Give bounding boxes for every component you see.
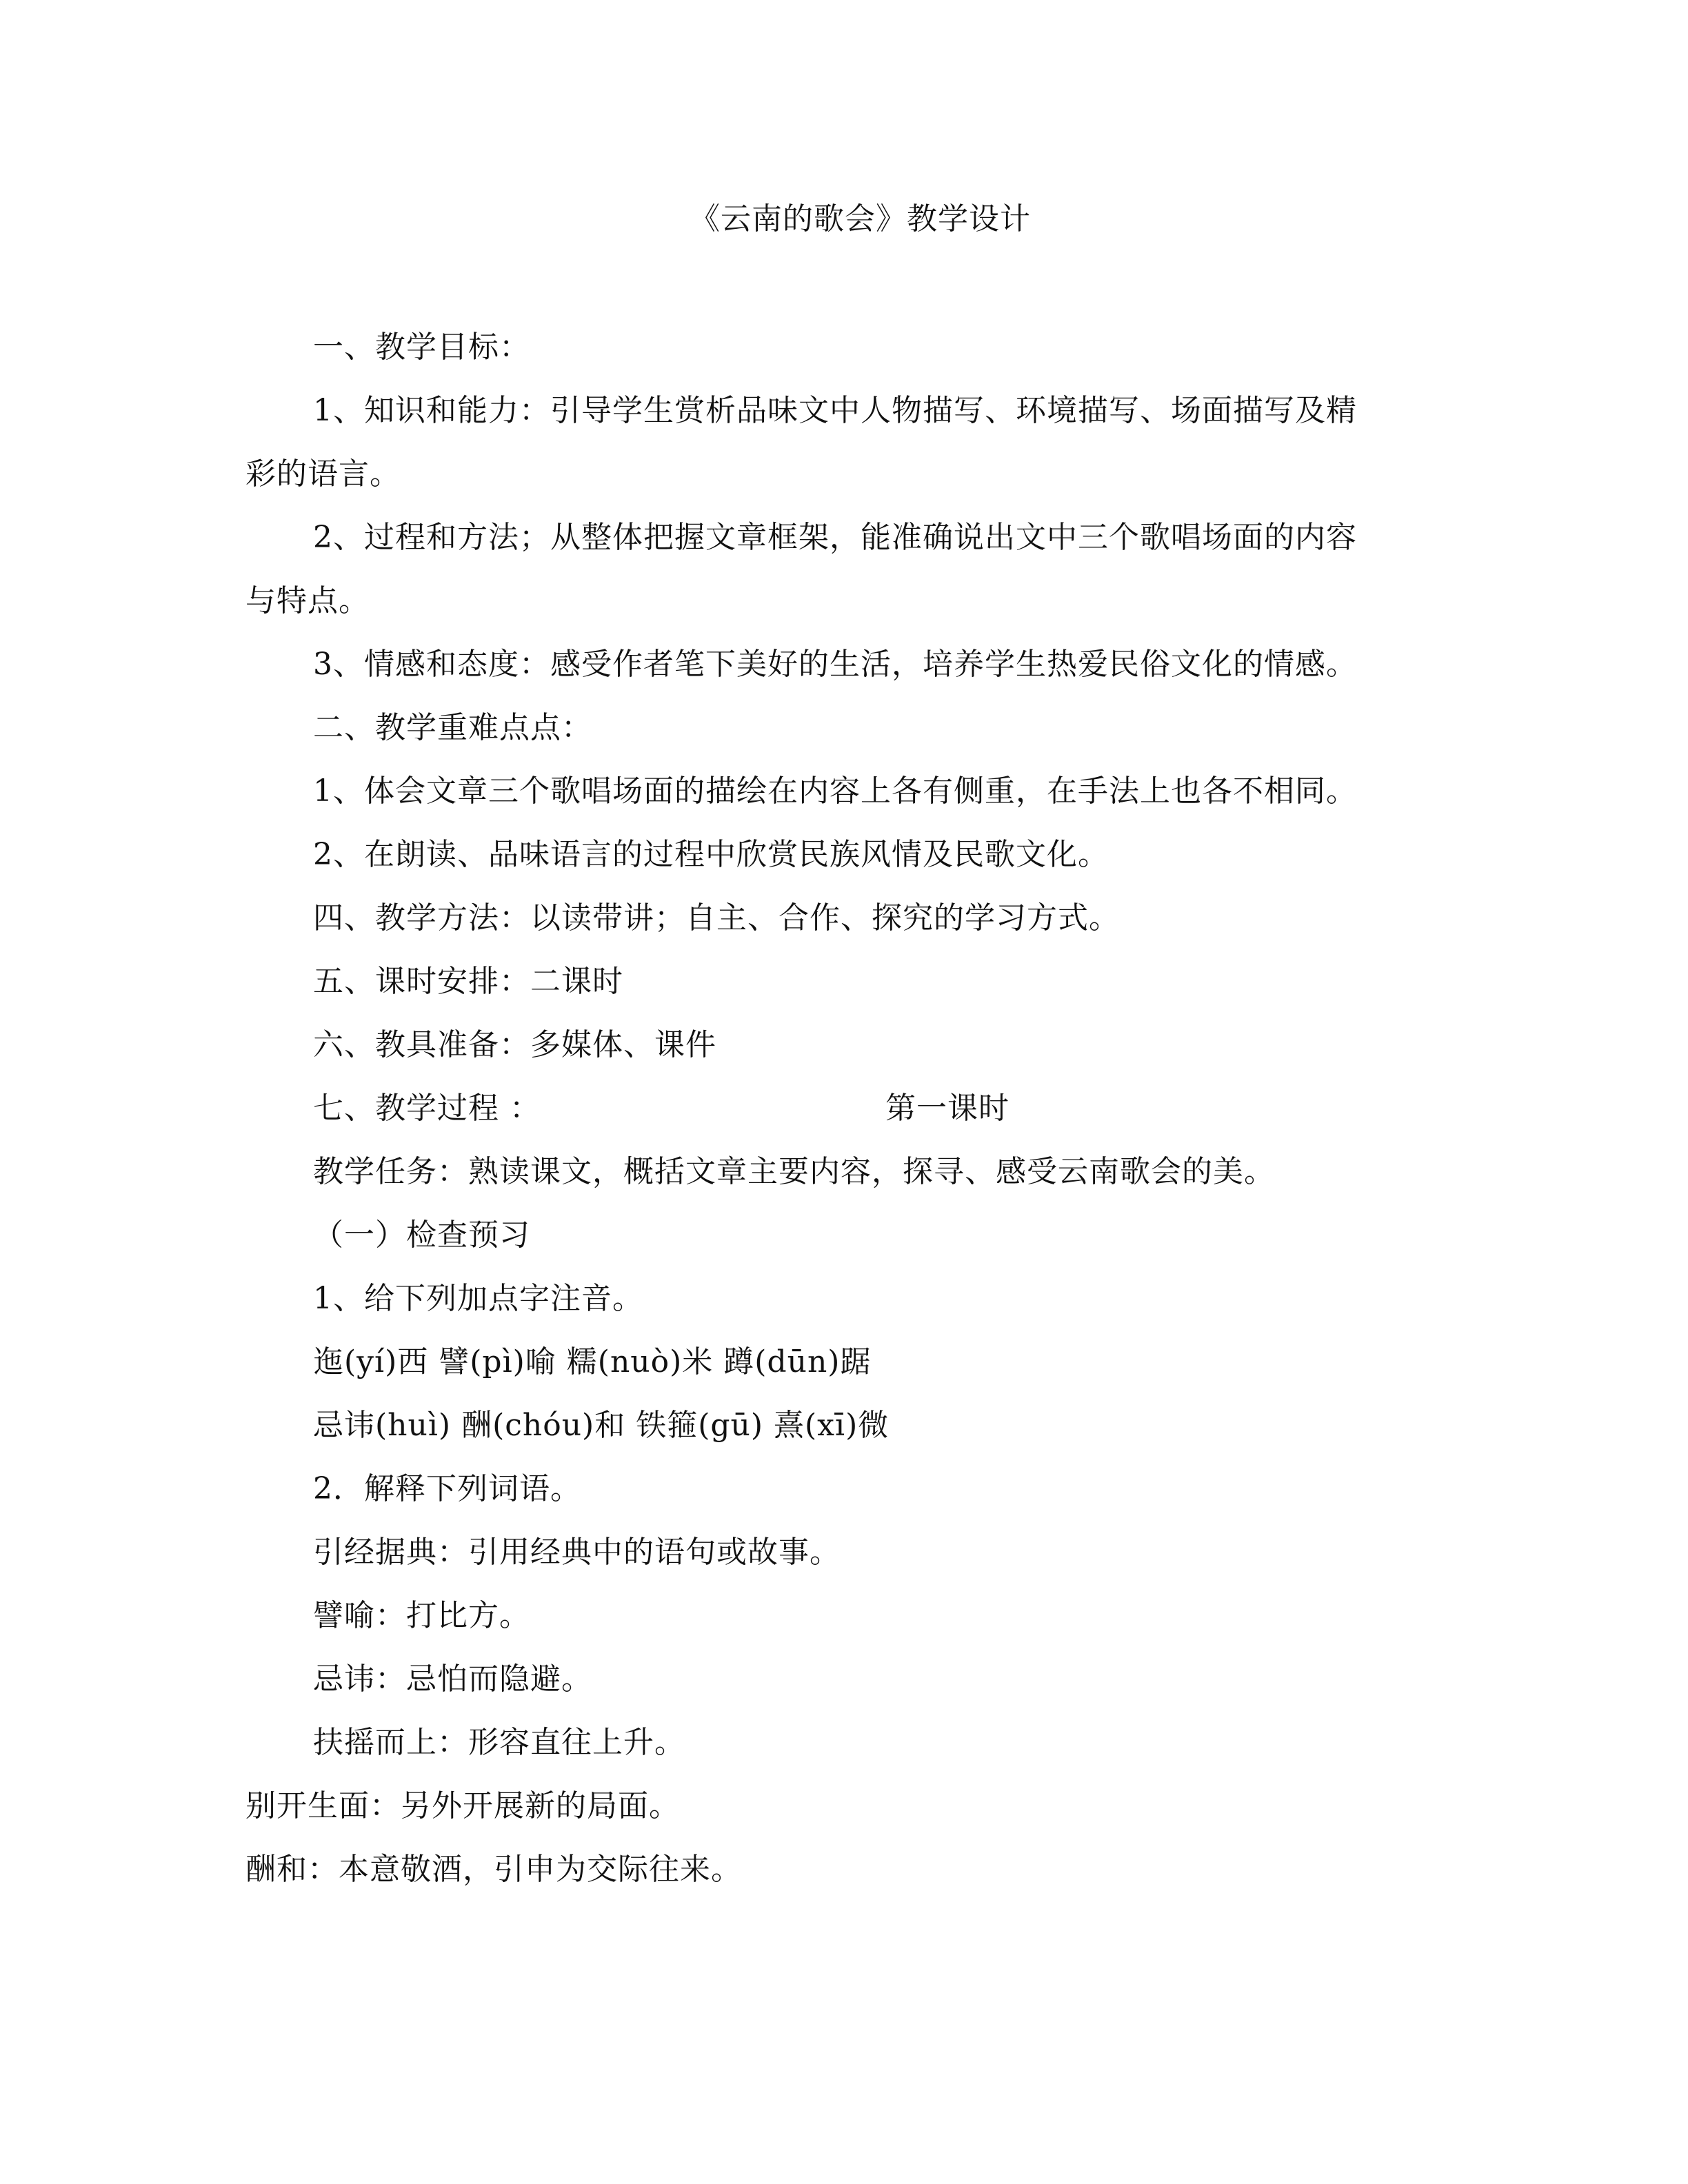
pinyin-line-2: 忌讳(huì) 酬(chóu)和 铁箍(gū) 熹(xī)微: [313, 1408, 890, 1443]
vocab-item-6: 酬和：本意敬酒，引申为交际往来。: [245, 1852, 742, 1887]
document-title: 《云南的歌会》教学设计: [690, 201, 1031, 236]
objective-2-line-a: 2、过程和方法；从整体把握文章框架，能准确说出文中三个歌唱场面的内容: [313, 520, 1357, 555]
objective-3: 3、情感和态度：感受作者笔下美好的生活，培养学生热爱民俗文化的情感。: [313, 647, 1357, 682]
class-schedule: 五、课时安排：二课时: [313, 964, 623, 999]
process-heading: 七、教学过程 ：: [313, 1091, 541, 1126]
objective-2-line-b: 与特点。: [245, 583, 370, 618]
teaching-task: 教学任务：熟读课文，概括文章主要内容，探寻、感受云南歌会的美。: [313, 1154, 1275, 1189]
lesson-label: 第一课时: [885, 1091, 1009, 1126]
vocab-item-3: 忌讳：忌怕而隐避。: [313, 1661, 592, 1697]
vocab-heading: 2．解释下列词语。: [313, 1471, 581, 1506]
vocab-item-4: 扶摇而上：形容直往上升。: [313, 1725, 685, 1760]
objectives-heading: 一、教学目标：: [313, 330, 530, 365]
teaching-methods: 四、教学方法：以读带讲；自主、合作、探究的学习方式。: [313, 900, 1120, 936]
preview-heading: （一）检查预习: [313, 1217, 530, 1253]
keypoint-2: 2、在朗读、品味语言的过程中欣赏民族风情及民歌文化。: [313, 837, 1109, 872]
keypoints-heading: 二、教学重难点点：: [313, 710, 592, 745]
pinyin-heading: 1、给下列加点字注音。: [313, 1281, 643, 1316]
vocab-item-2: 譬喻：打比方。: [313, 1598, 530, 1633]
keypoint-1: 1、体会文章三个歌唱场面的描绘在内容上各有侧重，在手法上也各不相同。: [313, 774, 1357, 809]
objective-1-line-a: 1、知识和能力：引导学生赏析品味文中人物描写、环境描写、场面描写及精: [313, 393, 1357, 428]
pinyin-line-1: 迤(yí)西 譬(pì)喻 糯(nuò)米 蹲(dūn)踞: [313, 1344, 872, 1379]
vocab-item-1: 引经据典：引用经典中的语句或故事。: [313, 1535, 841, 1570]
objective-1-line-b: 彩的语言。: [245, 456, 401, 492]
vocab-item-5: 别开生面：另外开展新的局面。: [245, 1788, 680, 1823]
teaching-tools: 六、教具准备：多媒体、课件: [313, 1027, 716, 1062]
